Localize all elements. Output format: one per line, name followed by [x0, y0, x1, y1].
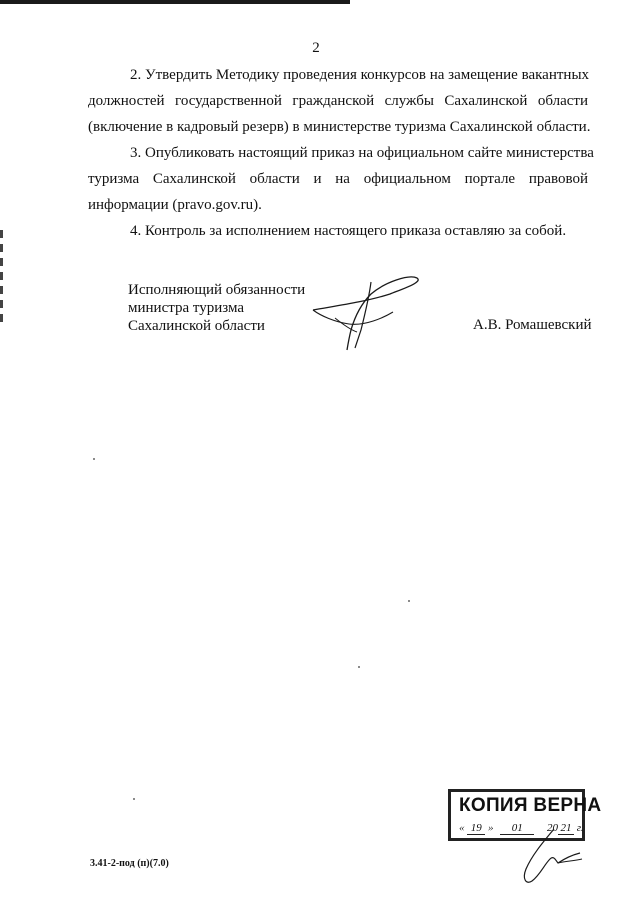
item-4-control: [88, 218, 588, 244]
page-number: 2: [312, 40, 320, 56]
item-2-approve-methodology: [88, 62, 591, 140]
item-2-line-3: (включение в кадровый резерв) в министерстве туризма Сахалинской области.: [88, 119, 591, 135]
top-border-gap: [350, 0, 632, 4]
item-3-line-2: туризма Сахалинской области и на официальном портале правовой: [88, 171, 588, 187]
stamp-date-month: 01: [500, 822, 534, 835]
item-2-line-2: должностей государственной гражданской службы Сахалинской области: [88, 93, 588, 109]
item-2-line-1: 2. Утвердить Методику проведения конкурсов на замещение вакантных: [130, 67, 590, 83]
item-3-line-1: 3. Опубликовать настоящий приказ на официальном сайте министерства: [130, 145, 594, 161]
stamp-title: КОПИЯ ВЕРНА: [459, 795, 602, 816]
item-4-line-1: 4. Контроль за исполнением настоящего приказа оставляю за собой.: [130, 223, 567, 239]
signatory-position-line-1: Исполняющий обязанности: [128, 282, 306, 298]
stamp-date-year-prefix: 20: [547, 822, 558, 834]
item-3-line-3: информации (pravo.gov.ru).: [88, 197, 262, 213]
signatory-position: [128, 281, 305, 335]
stamp-date-close-quote: »: [488, 822, 494, 834]
document-code: 3.41-2-под (п)(7.0): [90, 858, 169, 869]
scan-speck: [358, 666, 360, 668]
signatory-position-line-2: министра туризма: [128, 300, 245, 316]
margin-scan-marks: [0, 230, 4, 340]
stamp-date-open-quote: «: [459, 822, 465, 834]
signatory-position-line-3: Сахалинской области: [128, 318, 265, 334]
scan-speck: [93, 458, 95, 460]
stamp-date-year-suffix: 21: [558, 822, 574, 835]
scan-speck: [408, 600, 410, 602]
handwritten-signature: [305, 272, 435, 352]
signatory-name: А.В. Ромашевский: [473, 317, 592, 333]
stamp-date-year-mark: г.: [576, 822, 584, 834]
stamp-signature: [514, 825, 584, 889]
item-3-publish-order: [88, 140, 594, 218]
stamp-date-day: 19: [467, 822, 485, 835]
scan-speck: [133, 798, 135, 800]
